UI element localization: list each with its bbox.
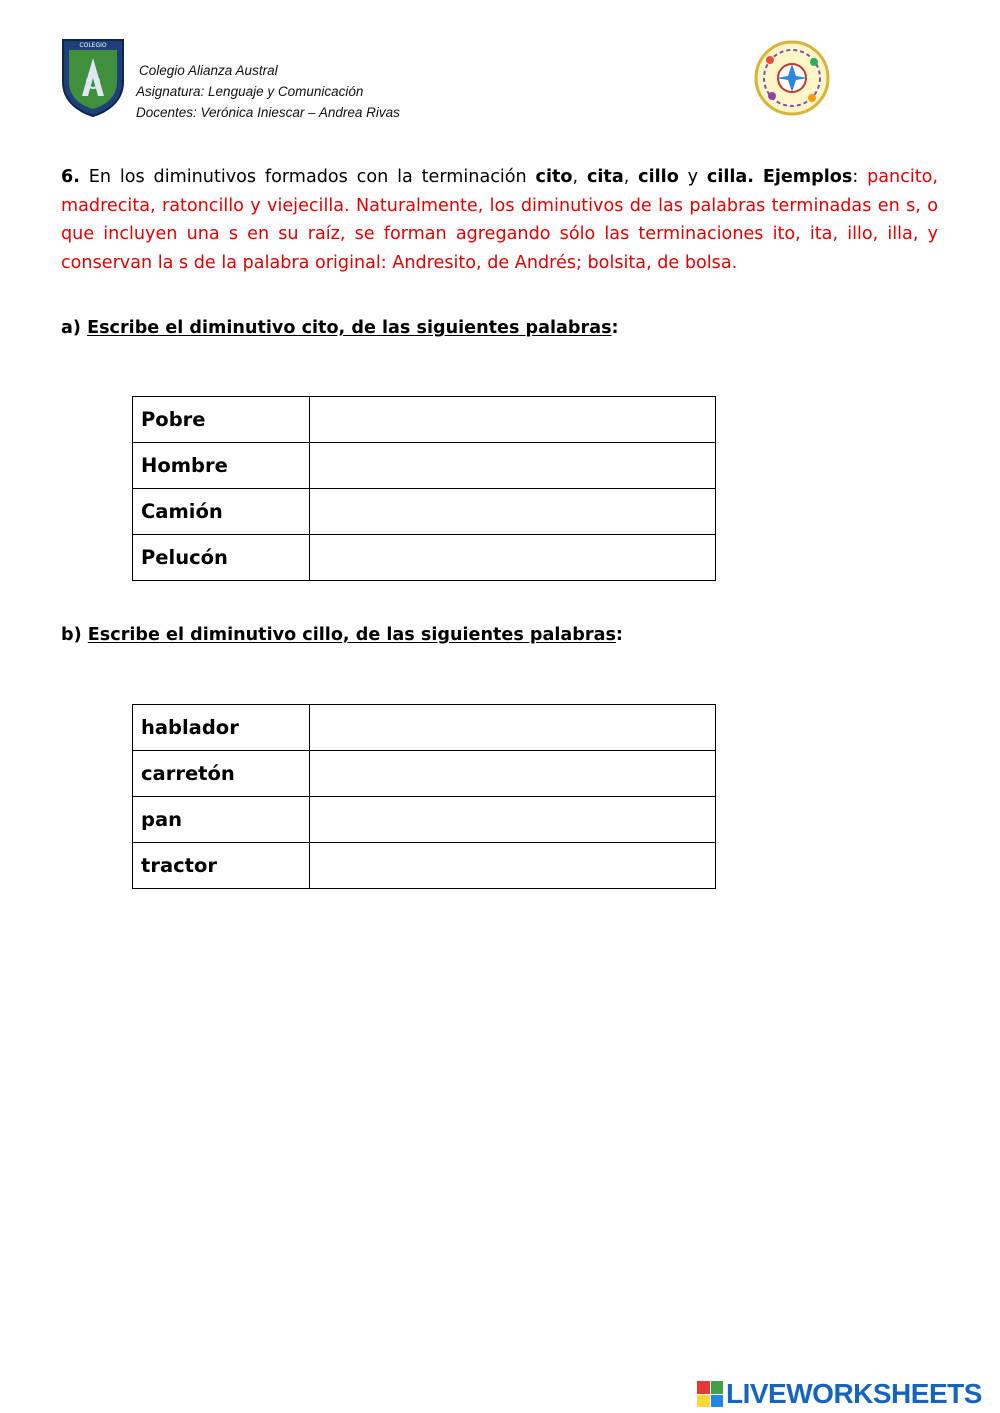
- word-cell: Pobre: [133, 397, 310, 443]
- examples-text: pancito, madrecita, ratoncillo y viejecilla. Naturalmente, los diminutivos de las palabras terminadas en s, o que incluyen una s en su raíz, se forman agregando sólo las terminaciones ito, ita, illo, illa, y conservan la s de la palabra original: Andresito, de Andrés; bolsita, de bolsa.: [61, 167, 939, 273]
- ending-cita: cita: [586, 167, 624, 187]
- table-row: [133, 535, 716, 581]
- instruction-b-text: Escribe el diminutivo cillo, de las siguientes palabras: [87, 625, 616, 645]
- school-shield-logo: [60, 38, 126, 118]
- instruction-b: [61, 625, 623, 645]
- word-cell: hablador: [133, 705, 310, 751]
- examples-label: Ejemplos: [762, 167, 853, 187]
- ending-cito: cito: [535, 167, 573, 187]
- circular-emblem-logo: [752, 38, 832, 118]
- school-name: Colegio Alianza Austral: [139, 63, 278, 78]
- table-row: [133, 705, 716, 751]
- table-cito: [132, 396, 716, 581]
- exercise-number: 6.: [61, 167, 80, 187]
- instruction-a-text: Escribe el diminutivo cito, de las siguientes palabras: [87, 318, 612, 338]
- separator: ,: [572, 167, 587, 187]
- answer-cell[interactable]: [310, 489, 716, 535]
- ending-cilla: cilla.: [706, 167, 754, 187]
- answer-cell[interactable]: [310, 397, 716, 443]
- table-row: [133, 751, 716, 797]
- brand-text: LIVEWORKSHEETS: [726, 1378, 982, 1409]
- instruction-b-letter: b): [61, 625, 82, 645]
- examples-colon: :: [852, 167, 868, 187]
- answer-cell[interactable]: [310, 535, 716, 581]
- table-row: [133, 797, 716, 843]
- word-cell: pan: [133, 797, 310, 843]
- word-cell: tractor: [133, 843, 310, 889]
- table-row: [133, 443, 716, 489]
- word-cell: Hombre: [133, 443, 310, 489]
- table-row: [133, 397, 716, 443]
- separator: y: [678, 167, 707, 187]
- table-row: [133, 843, 716, 889]
- exercise-description: [61, 163, 938, 277]
- liveworksheets-brand: [697, 1377, 982, 1411]
- exercise-intro: En los diminutivos formados con la terminación: [79, 167, 536, 187]
- word-cell: Pelucón: [133, 535, 310, 581]
- table-cillo: [132, 704, 716, 889]
- teachers-line: Docentes: Verónica Iniescar – Andrea Rivas: [136, 105, 400, 120]
- word-cell: carretón: [133, 751, 310, 797]
- answer-cell[interactable]: [310, 443, 716, 489]
- answer-cell[interactable]: [310, 843, 716, 889]
- instruction-a-letter: a): [61, 318, 81, 338]
- word-cell: Camión: [133, 489, 310, 535]
- answer-cell[interactable]: [310, 751, 716, 797]
- header-info: [136, 60, 400, 123]
- instruction-a: [61, 318, 619, 338]
- separator: ,: [623, 167, 639, 187]
- subject-line: Asignatura: Lenguaje y Comunicación: [136, 84, 364, 99]
- answer-cell[interactable]: [310, 705, 716, 751]
- table-row: [133, 489, 716, 535]
- instruction-a-colon: :: [611, 318, 619, 338]
- ending-cillo: cillo: [638, 167, 679, 187]
- svg-text:COLEGIO: COLEGIO: [79, 42, 107, 49]
- liveworksheets-icon: [697, 1381, 723, 1407]
- instruction-b-colon: :: [615, 625, 623, 645]
- answer-cell[interactable]: [310, 797, 716, 843]
